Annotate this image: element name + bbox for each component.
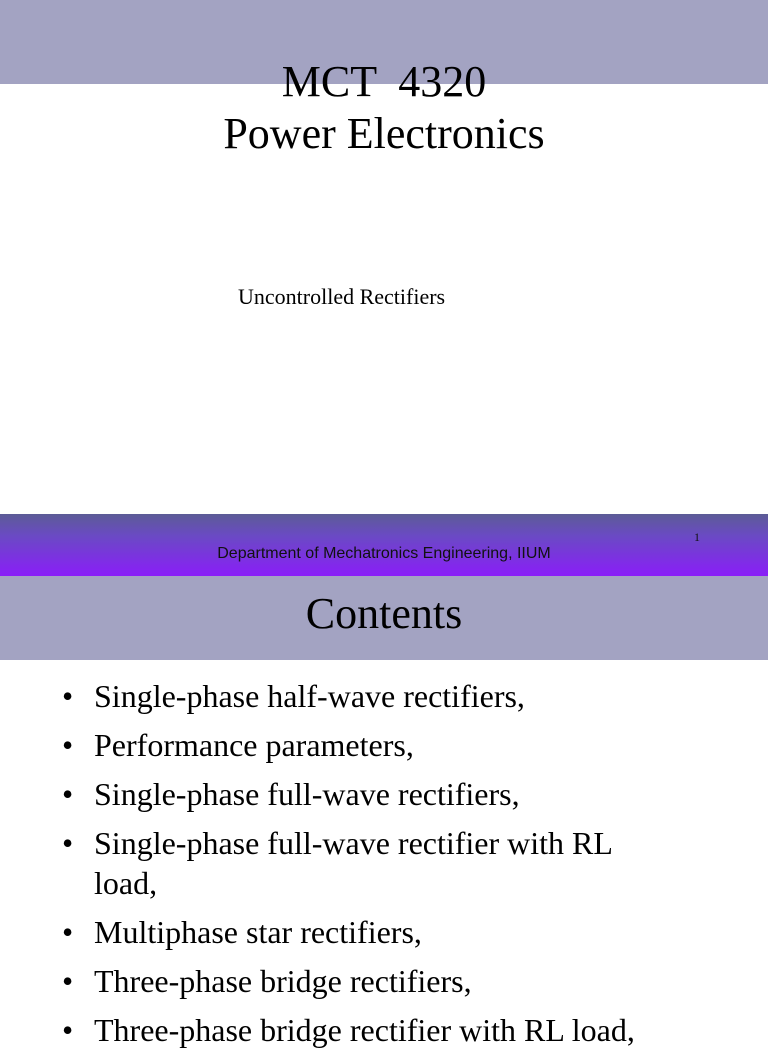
footer-text: Department of Mechatronics Engineering, IIUM xyxy=(217,545,551,562)
list-item-text: Multiphase star rectifiers, xyxy=(94,914,422,950)
course-title xyxy=(0,56,768,160)
course-name: Power Electronics xyxy=(223,109,545,158)
contents-slide xyxy=(0,576,768,1048)
list-item xyxy=(62,823,682,903)
list-item-text: Three-phase bridge rectifier with RL load, xyxy=(94,1012,635,1048)
list-item-text: Single-phase full-wave rectifiers, xyxy=(94,776,520,812)
list-item xyxy=(62,912,682,952)
bullet-icon: • xyxy=(62,1012,74,1048)
list-item xyxy=(62,1010,682,1050)
list-item-text: Performance parameters, xyxy=(94,727,414,763)
list-item xyxy=(62,676,682,716)
bullet-icon: • xyxy=(62,914,74,950)
list-item-text: Single-phase half-wave rectifiers, xyxy=(94,678,525,714)
bullet-icon: • xyxy=(62,776,74,812)
slide-title: Contents xyxy=(305,589,463,638)
course-code: MCT 4320 xyxy=(281,57,487,106)
list-item-text: Single-phase full-wave rectifier with RL load, xyxy=(94,825,612,901)
list-item xyxy=(62,774,682,814)
bullet-icon: • xyxy=(62,727,74,763)
page-number: 1 xyxy=(694,530,700,544)
bullet-icon: • xyxy=(62,963,74,999)
bullet-icon: • xyxy=(62,825,74,861)
bullet-icon: • xyxy=(62,678,74,714)
slide-subtitle: Uncontrolled Rectifiers xyxy=(238,284,446,309)
contents-list xyxy=(62,676,682,1059)
list-item xyxy=(62,725,682,765)
list-item-text: Three-phase bridge rectifiers, xyxy=(94,963,472,999)
list-item xyxy=(62,961,682,1001)
